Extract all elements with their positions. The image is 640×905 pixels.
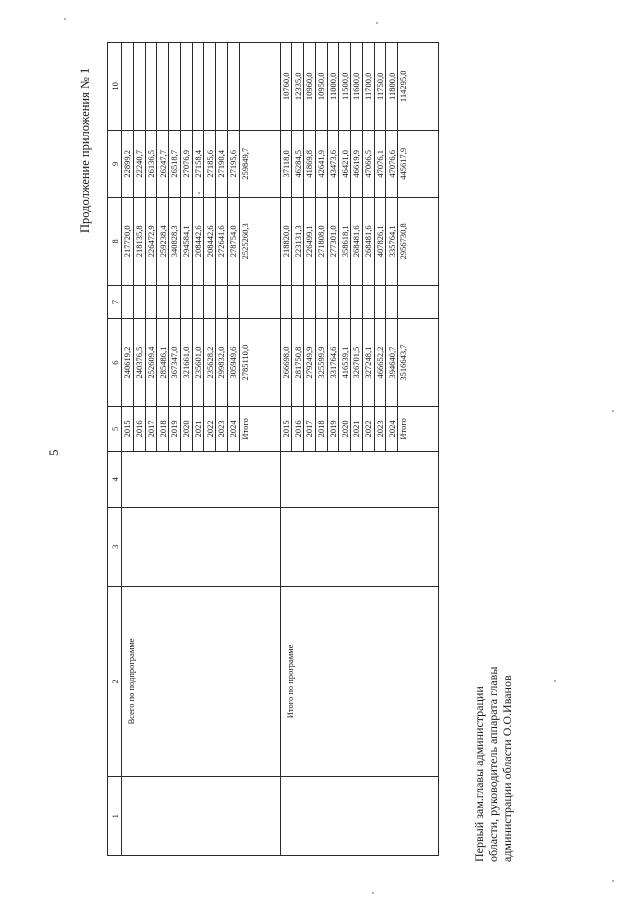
year-cell: 2016 xyxy=(133,406,145,451)
year-cell: 2016 xyxy=(292,406,304,451)
year-cell: 2023 xyxy=(216,406,228,451)
cell-col4 xyxy=(122,451,281,507)
scan-speck xyxy=(612,880,614,882)
col10-cell: 11800,0 xyxy=(386,43,398,131)
year-cell: 2022 xyxy=(204,406,216,451)
col10-cell: 11500,0 xyxy=(339,43,351,131)
col7-cell xyxy=(180,285,192,319)
col-header-7: 7 xyxy=(108,285,122,319)
year-cell: 2022 xyxy=(362,406,374,451)
col10-cell xyxy=(204,43,216,131)
col9-cell: 27195,6 xyxy=(227,130,239,197)
col10-cell xyxy=(192,43,204,131)
col9-cell: 46421,0 xyxy=(339,130,351,197)
col-header-9: 9 xyxy=(108,130,122,197)
col-header-8: 8 xyxy=(108,198,122,286)
col-header-6: 6 xyxy=(108,319,122,407)
col7-cell xyxy=(169,285,181,319)
year-cell: 2017 xyxy=(145,406,157,451)
total-funding-cell: 235601,0 xyxy=(192,319,204,407)
total-funding-cell: 2785110,0 xyxy=(239,319,280,407)
col8-cell: 335764,1 xyxy=(386,198,398,286)
col10-cell xyxy=(216,43,228,131)
total-funding-cell: 326701,5 xyxy=(351,319,363,407)
col8-cell: 268481,6 xyxy=(362,198,374,286)
col7-cell xyxy=(362,285,374,319)
year-cell: 2024 xyxy=(386,406,398,451)
col9-cell: 46284,5 xyxy=(292,130,304,197)
total-funding-cell: 266698,0 xyxy=(280,319,292,407)
col9-cell: 37118,0 xyxy=(280,130,292,197)
col7-cell xyxy=(327,285,339,319)
year-cell: 2015 xyxy=(280,406,292,451)
col10-cell: 11700,0 xyxy=(362,43,374,131)
col8-cell: 340828,3 xyxy=(169,198,181,286)
col8-cell: 208442,6 xyxy=(204,198,216,286)
year-cell: 2021 xyxy=(351,406,363,451)
total-funding-cell: 299832,0 xyxy=(216,319,228,407)
col7-cell xyxy=(351,285,363,319)
col7-cell xyxy=(157,285,169,319)
col10-cell: 10760,0 xyxy=(280,43,292,131)
scan-speck xyxy=(198,192,200,194)
signature-line-2: области, руководитель аппарата главы xyxy=(486,666,500,862)
total-label: Итого xyxy=(239,406,280,451)
total-funding-cell: 3516643,7 xyxy=(398,319,439,407)
scan-speck xyxy=(612,410,614,412)
col10-cell xyxy=(227,43,239,131)
col10-cell: 11000,0 xyxy=(327,43,339,131)
col9-cell: 27158,4 xyxy=(192,130,204,197)
col9-cell: 27076,9 xyxy=(180,130,192,197)
total-funding-cell: 240619,2 xyxy=(122,319,134,407)
col9-cell: 22240,7 xyxy=(133,130,145,197)
scan-speck xyxy=(372,892,374,894)
budget-table xyxy=(107,42,439,856)
table-row xyxy=(122,43,134,856)
total-funding-cell: 325599,9 xyxy=(315,319,327,407)
col8-cell: 407826,1 xyxy=(374,198,386,286)
col8-cell: 218820,0 xyxy=(280,198,292,286)
col7-cell xyxy=(122,285,134,319)
col9-cell: 26136,5 xyxy=(145,130,157,197)
total-funding-cell: 321661,0 xyxy=(180,319,192,407)
col8-cell: 259238,4 xyxy=(157,198,169,286)
col8-cell: 358618,1 xyxy=(339,198,351,286)
table-row xyxy=(280,43,292,856)
col9-cell: 445617,9 xyxy=(398,130,439,197)
col10-cell xyxy=(239,43,280,131)
year-cell: 2019 xyxy=(169,406,181,451)
col7-cell xyxy=(386,285,398,319)
total-funding-cell: 285486,1 xyxy=(157,319,169,407)
col7-cell xyxy=(374,285,386,319)
col10-cell xyxy=(157,43,169,131)
cell-col3 xyxy=(280,507,439,586)
col9-cell: 26518,7 xyxy=(169,130,181,197)
total-funding-cell: 281750,8 xyxy=(292,319,304,407)
total-funding-cell: 279249,9 xyxy=(304,319,316,407)
signature-line-1: Первый зам.главы администрации xyxy=(472,686,486,862)
col7-cell xyxy=(280,285,292,319)
cell-col3 xyxy=(122,507,281,586)
col-header-2: 2 xyxy=(108,586,122,777)
col9-cell: 47066,5 xyxy=(362,130,374,197)
year-cell: 2020 xyxy=(180,406,192,451)
col10-cell xyxy=(122,43,134,131)
cell-col1 xyxy=(122,777,281,856)
col10-cell: 10950,0 xyxy=(315,43,327,131)
col7-cell xyxy=(145,285,157,319)
col7-cell xyxy=(227,285,239,319)
col9-cell: 41869,8 xyxy=(304,130,316,197)
col7-cell xyxy=(398,285,439,319)
col8-cell: 226499,1 xyxy=(304,198,316,286)
scan-speck xyxy=(64,18,66,20)
col9-cell: 43473,6 xyxy=(327,130,339,197)
year-cell: 2019 xyxy=(327,406,339,451)
col8-cell: 2525260,3 xyxy=(239,198,280,286)
col7-cell xyxy=(192,285,204,319)
col8-cell: 2956730,8 xyxy=(398,198,439,286)
col10-cell xyxy=(169,43,181,131)
col9-cell: 47076,6 xyxy=(386,130,398,197)
col10-cell: 10960,0 xyxy=(304,43,316,131)
total-funding-cell: 327248,1 xyxy=(362,319,374,407)
col8-cell: 223131,3 xyxy=(292,198,304,286)
year-cell: 2023 xyxy=(374,406,386,451)
cell-col1 xyxy=(280,777,439,856)
total-funding-cell: 367347,0 xyxy=(169,319,181,407)
scan-speck xyxy=(376,22,378,24)
col10-cell xyxy=(180,43,192,131)
col7-cell xyxy=(304,285,316,319)
column-number-row xyxy=(108,43,122,856)
col9-cell: 42641,9 xyxy=(315,130,327,197)
col8-cell: 294584,1 xyxy=(180,198,192,286)
total-funding-cell: 235628,2 xyxy=(204,319,216,407)
signature-block xyxy=(472,667,514,862)
col9-cell: 22899,2 xyxy=(122,130,134,197)
table-body xyxy=(122,43,439,856)
col7-cell xyxy=(292,285,304,319)
col-header-4: 4 xyxy=(108,451,122,507)
group-label: Всего по подпрограмме xyxy=(122,586,281,777)
col8-cell: 218135,8 xyxy=(133,198,145,286)
col9-cell: 47076,1 xyxy=(374,130,386,197)
year-cell: 2020 xyxy=(339,406,351,451)
col8-cell: 208442,6 xyxy=(192,198,204,286)
col10-cell: 12335,0 xyxy=(292,43,304,131)
col8-cell: 217720,0 xyxy=(122,198,134,286)
col7-cell xyxy=(133,285,145,319)
total-funding-cell: 331764,6 xyxy=(327,319,339,407)
col9-cell: 26247,7 xyxy=(157,130,169,197)
year-cell: 2018 xyxy=(157,406,169,451)
appendix-title: Продолжение приложения № 1 xyxy=(78,67,92,233)
col-header-5: 5 xyxy=(108,406,122,451)
col8-cell: 226472,9 xyxy=(145,198,157,286)
col8-cell: 278754,0 xyxy=(227,198,239,286)
year-cell: 2017 xyxy=(304,406,316,451)
col9-cell: 27185,6 xyxy=(204,130,216,197)
col7-cell xyxy=(216,285,228,319)
col-header-1: 1 xyxy=(108,777,122,856)
total-funding-cell: 240376,5 xyxy=(133,319,145,407)
col10-cell xyxy=(145,43,157,131)
cell-col4 xyxy=(280,451,439,507)
col10-cell xyxy=(133,43,145,131)
group-label: Итого по программе xyxy=(280,586,439,777)
year-cell: 2015 xyxy=(122,406,134,451)
col8-cell: 268481,6 xyxy=(351,198,363,286)
year-cell: 2018 xyxy=(315,406,327,451)
total-funding-cell: 466652,2 xyxy=(374,319,386,407)
col8-cell: 272641,6 xyxy=(216,198,228,286)
signature-line-3: администрации области О.О.Иванов xyxy=(500,675,514,862)
total-funding-cell: 416539,1 xyxy=(339,319,351,407)
col8-cell: 277301,0 xyxy=(327,198,339,286)
col9-cell: 27190,4 xyxy=(216,130,228,197)
col10-cell: 114295,0 xyxy=(398,43,439,131)
total-label: Итого xyxy=(398,406,439,451)
col9-cell: 259849,7 xyxy=(239,130,280,197)
col7-cell xyxy=(315,285,327,319)
col-header-3: 3 xyxy=(108,507,122,586)
year-cell: 2021 xyxy=(192,406,204,451)
col7-cell xyxy=(204,285,216,319)
col8-cell: 271808,0 xyxy=(315,198,327,286)
total-funding-cell: 252609,4 xyxy=(145,319,157,407)
total-funding-cell: 394640,7 xyxy=(386,319,398,407)
col10-cell: 11600,0 xyxy=(351,43,363,131)
year-cell: 2024 xyxy=(227,406,239,451)
budget-table-wrapper xyxy=(107,42,439,856)
col-header-10: 10 xyxy=(108,43,122,131)
col7-cell xyxy=(339,285,351,319)
total-funding-cell: 305949,6 xyxy=(227,319,239,407)
page-number: 5 xyxy=(46,449,61,456)
scan-speck xyxy=(554,680,556,682)
col7-cell xyxy=(239,285,280,319)
col10-cell: 11750,0 xyxy=(374,43,386,131)
col9-cell: 46619,9 xyxy=(351,130,363,197)
